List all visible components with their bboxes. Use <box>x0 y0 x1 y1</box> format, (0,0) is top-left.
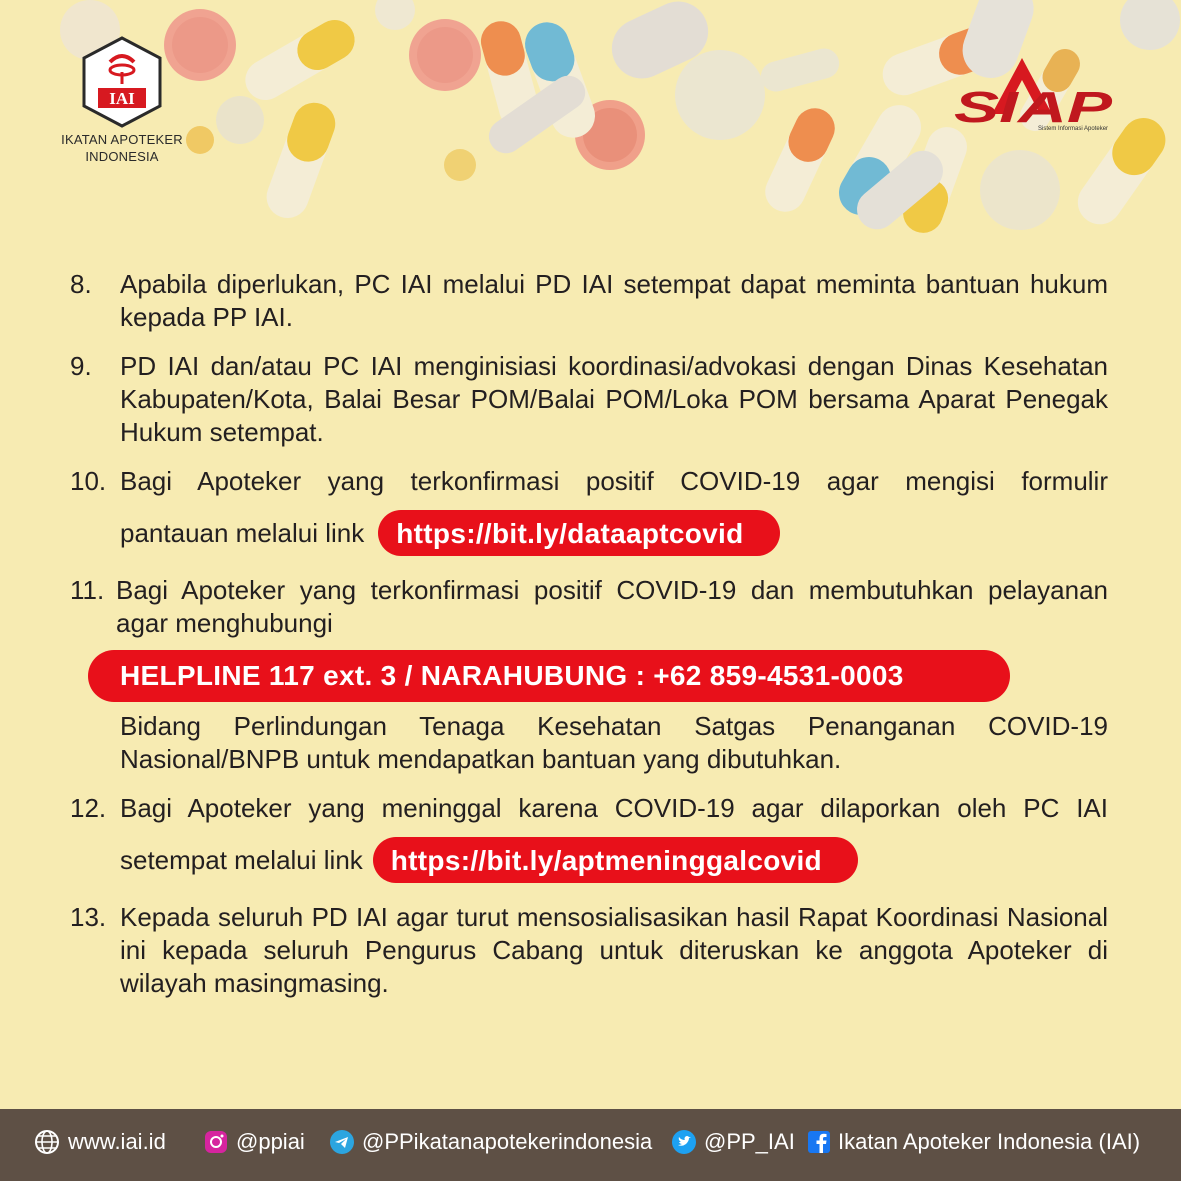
twitter-icon <box>672 1130 696 1154</box>
telegram-text: @PPikatanapotekerindonesia <box>362 1129 653 1154</box>
website-text: www.iai.id <box>68 1129 166 1154</box>
item-text: PD IAI dan/atau PC IAI menginisiasi koordinasi/advokasi dengan Dinas Kesehatan Kabupaten/Kota, Balai Besar POM/Balai POM/Loka POM bersama Aparat Penegak Hukum setempat. <box>120 351 1108 447</box>
footer <box>0 1109 1181 1181</box>
list-item <box>70 350 1108 449</box>
facebook-icon <box>808 1131 830 1153</box>
facebook-text: Ikatan Apoteker Indonesia (IAI) <box>838 1129 1141 1154</box>
item-text: Bidang Perlindungan Tenaga Kesehatan Satgas Penanganan COVID-19 Nasional/BNPB untuk mendapatkan bantuan yang dibutuhkan. <box>120 711 1108 774</box>
death-report-link[interactable]: https://bit.ly/aptmeninggalcovid <box>373 837 858 883</box>
item-text: Apabila diperlukan, PC IAI melalui PD IAI setempat dapat meminta bantuan hukum kepada PP IAI. <box>120 269 1108 332</box>
item-text: Bagi Apoteker yang terkonfirmasi positif COVID-19 agar mengisi formulir <box>120 466 1108 496</box>
helpline-banner[interactable]: HELPLINE 117 ext. 3 / NARAHUBUNG : +62 859-4531-0003 <box>88 650 1010 702</box>
item-number: 8. <box>70 269 92 299</box>
twitter-text: @PP_IAI <box>704 1129 795 1154</box>
iai-logo <box>52 36 192 171</box>
item-number: 11. <box>70 575 105 605</box>
list-item <box>70 574 1108 640</box>
globe-icon <box>34 1129 60 1155</box>
footer-instagram[interactable] <box>204 1129 305 1155</box>
siap-logo <box>952 50 1122 134</box>
org-name <box>52 131 192 165</box>
item-text: Bagi Apoteker yang terkonfirmasi positif COVID-19 dan membutuhkan pelayanan agar menghubungi <box>116 575 1108 638</box>
footer-facebook[interactable] <box>808 1129 1140 1155</box>
link-prefix: setempat melalui link <box>120 844 363 875</box>
footer-website[interactable] <box>34 1129 166 1155</box>
footer-twitter[interactable] <box>672 1129 795 1155</box>
item-number: 13. <box>70 902 107 932</box>
list-item <box>70 268 1108 334</box>
instruction-list <box>70 268 1108 1016</box>
list-item-continuation <box>70 710 1108 776</box>
org-name-line1: IKATAN APOTEKER <box>61 132 183 147</box>
instagram-text: @ppiai <box>236 1129 305 1154</box>
list-item <box>70 792 1108 885</box>
item-number: 9. <box>70 351 92 381</box>
telegram-icon <box>330 1130 354 1154</box>
item-text: Kepada seluruh PD IAI agar turut mensosialisasikan hasil Rapat Koordinasi Nasional ini kepada seluruh Pengurus Cabang untuk diteruskan ke anggota Apoteker di wilayah masingmasing. <box>120 902 1108 998</box>
siap-tagline: Sistem Informasi Apoteker <box>1038 126 1109 132</box>
list-item <box>70 901 1108 1000</box>
instagram-icon <box>204 1130 228 1154</box>
footer-telegram[interactable] <box>330 1129 652 1155</box>
item-number: 10. <box>70 466 107 496</box>
item-text: Bagi Apoteker yang meninggal karena COVID-19 agar dilaporkan oleh PC IAI <box>120 793 1108 823</box>
org-name-line2: INDONESIA <box>85 149 159 164</box>
list-item <box>70 465 1108 558</box>
iai-logo-text: IAI <box>109 89 135 108</box>
data-covid-link[interactable]: https://bit.ly/dataaptcovid <box>378 510 779 556</box>
link-prefix: pantauan melalui link <box>120 517 365 548</box>
iai-hexagon-icon <box>80 36 164 128</box>
item-number: 12. <box>70 793 107 823</box>
siap-logo-text: SIAP <box>954 83 1113 132</box>
